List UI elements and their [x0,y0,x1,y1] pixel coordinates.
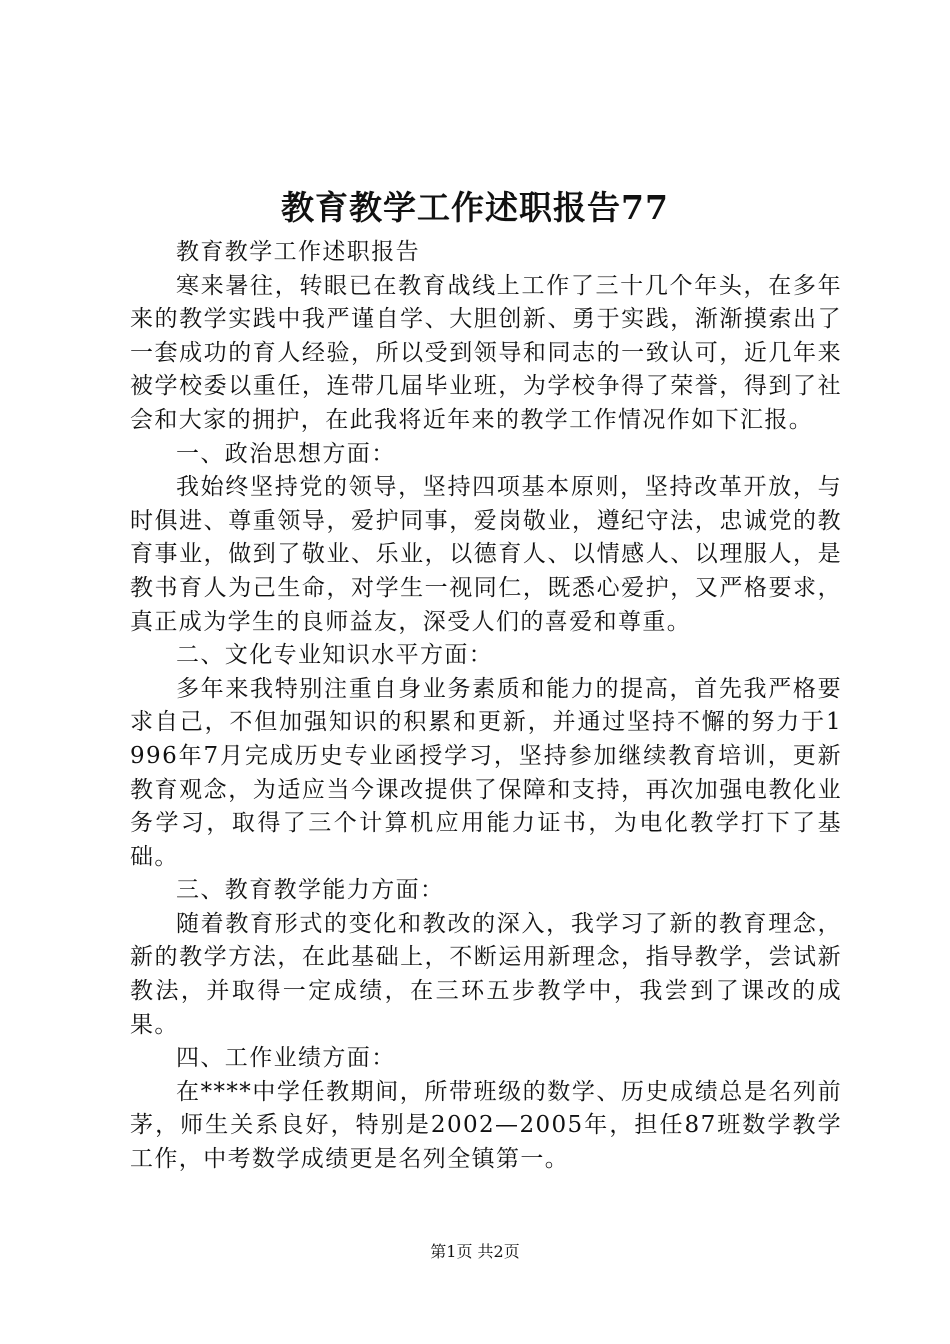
paragraph-culture: 多年来我特别注重自身业务素质和能力的提高，首先我严格要求自己，不但加强知识的积累和更新，并通过坚持不懈的努力于1996年7月完成历史专业函授学习，坚持参加继续教育培训，更新教育观念，为适应当今课改提供了保障和支持，再次加强电教化业务学习，取得了三个计算机应用能力证书，为电化教学打下了基础。 [130,675,842,870]
section-heading-achievements: 四、工作业绩方面： [176,1045,396,1072]
paragraph-achievements: 在****中学任教期间，所带班级的数学、历史成绩总是名列前茅，师生关系良好，特别是2002—2005年，担任87班数学教学工作，中考数学成绩更是名列全镇第一。 [130,1078,842,1173]
document-title: 教育教学工作述职报告77 [281,188,669,227]
section-heading-culture: 二、文化专业知识水平方面： [176,642,494,669]
paragraph-intro: 寒来暑往，转眼已在教育战线上工作了三十几个年头，在多年来的教学实践中我严谨自学、大胆创新、勇于实践，渐渐摸索出了一套成功的育人经验，所以受到领导和同志的一致认可，近几年来被学校委以重任，连带几届毕业班，为学校争得了荣誉，得到了社会和大家的拥护，在此我将近年来的教学工作情况作如下汇报。 [130,272,842,433]
paragraph-heading: 教育教学工作述职报告 [176,239,420,265]
document-body [130,236,842,1177]
section-heading-politics: 一、政治思想方面： [176,440,396,467]
paragraph-politics: 我始终坚持党的领导，坚持四项基本原则，坚持改革开放，与时俱进、尊重领导，爱护同事，爱岗敬业，遵纪守法，忠诚党的教育事业，做到了敬业、乐业，以德育人、以情感人、以理服人，是教书育人为己生命，对学生一视同仁，既悉心爱护，又严格要求，真正成为学生的良师益友，深受人们的喜爱和尊重。 [130,474,842,635]
page-number-footer: 第1页 共2页 [430,1242,520,1261]
section-heading-teaching: 三、教育教学能力方面： [176,877,445,904]
paragraph-teaching: 随着教育形式的变化和教改的深入，我学习了新的教育理念，新的教学方法，在此基础上，不断运用新理念，指导教学，尝试新教法，并取得一定成绩，在三环五步教学中，我尝到了课改的成果。 [130,910,842,1038]
